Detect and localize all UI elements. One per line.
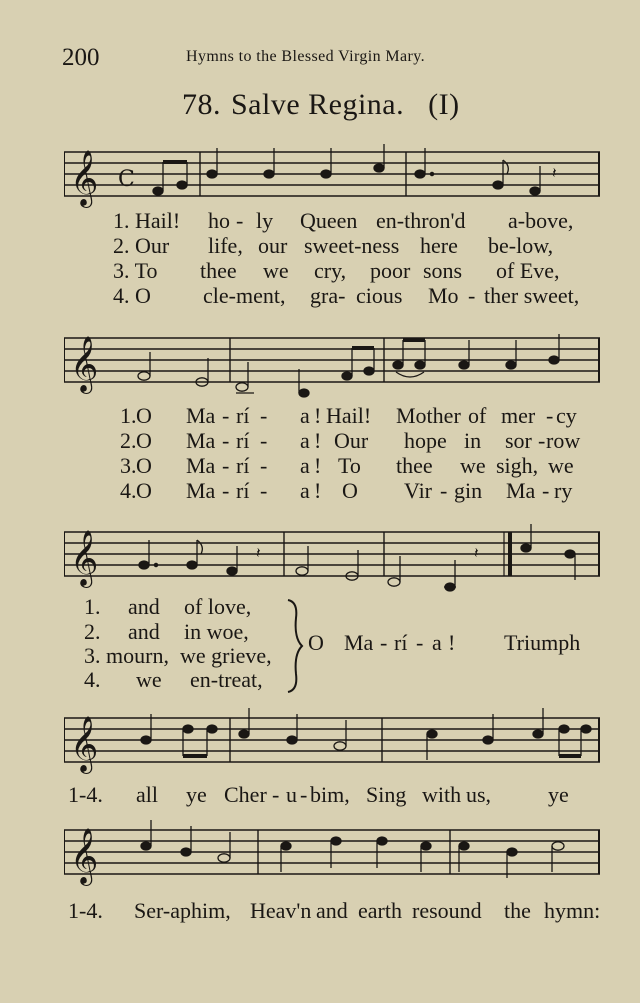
lyric-syllable: 4. <box>84 667 101 692</box>
lyric-syllable: in woe, <box>184 619 249 644</box>
lyric-syllable: resound <box>412 898 482 923</box>
lyric-syllable: sons <box>423 258 463 283</box>
verse-line <box>0 667 640 695</box>
lyric-syllable: Hail! <box>326 403 372 428</box>
lyric-syllable: of <box>468 403 487 428</box>
lyric-syllable: - <box>236 208 244 233</box>
lyric-syllable: we <box>548 453 574 478</box>
lyric-syllable: bim, <box>310 782 350 807</box>
lyric-syllable: a <box>300 478 310 503</box>
lyric-syllable: row <box>546 428 581 453</box>
verse-line <box>0 428 640 456</box>
staff-system-5 <box>64 818 600 892</box>
lyric-syllable: - <box>260 478 268 503</box>
lyric-syllable: in <box>464 428 482 453</box>
svg-text:𝄽: 𝄽 <box>552 166 557 182</box>
lyric-syllable: 1-4. <box>68 782 103 807</box>
staff-system-1 <box>64 140 600 210</box>
lyric-syllable: 3. <box>120 453 137 478</box>
hymn-title <box>182 88 470 122</box>
lyric-syllable: Ma <box>186 478 216 503</box>
lyric-syllable: en-treat, <box>190 667 263 692</box>
lyric-syllable: ye <box>186 782 207 807</box>
running-head: Hymns to the Blessed Virgin Mary. <box>186 48 426 65</box>
lyric-syllable: hope <box>404 428 447 453</box>
lyric-syllable: 1-4. <box>68 898 103 923</box>
lyric-syllable: - <box>468 283 476 308</box>
verse-line <box>0 258 640 286</box>
lyric-syllable: Queen <box>300 208 358 233</box>
lyric-syllable: - <box>542 478 550 503</box>
lyric-syllable: Vir <box>404 478 433 503</box>
verse-line <box>0 233 640 261</box>
lyric-syllable: a <box>300 403 310 428</box>
lyric-syllable: cious <box>356 283 403 308</box>
lyric-syllable: Our <box>334 428 369 453</box>
svg-text:𝄞: 𝄞 <box>70 828 99 884</box>
lyric-syllable: 1. Hail! <box>113 208 181 233</box>
lyric-syllable: O <box>136 428 152 453</box>
lyric-syllable: ! <box>314 453 322 478</box>
verse-line <box>0 208 640 236</box>
lyric-syllable: a <box>300 453 310 478</box>
staff-system-2 <box>64 322 600 402</box>
lyric-syllable: gra- <box>310 283 346 308</box>
lyric-syllable: earth <box>358 898 402 923</box>
lyric-syllable: O <box>308 630 324 655</box>
lyric-syllable: ! <box>314 478 322 503</box>
refrain-line <box>0 630 640 658</box>
lyric-syllable: en-thron'd <box>376 208 466 233</box>
lyric-syllable: ! <box>314 428 322 453</box>
lyric-syllable: ry <box>554 478 573 503</box>
lyric-syllable: 2. Our <box>113 233 170 258</box>
lyric-syllable: 4. <box>120 478 137 503</box>
lyric-syllable: To <box>338 453 361 478</box>
lyric-syllable: a <box>300 428 310 453</box>
lyric-syllable: 2. <box>84 619 101 644</box>
lyric-syllable: ho <box>208 208 230 233</box>
verse-line <box>0 478 640 506</box>
lyric-syllable: be-low, <box>488 233 554 258</box>
lyric-syllable: cy <box>556 403 577 428</box>
lyric-syllable: Ma <box>344 630 374 655</box>
verse-line <box>0 594 640 622</box>
lyric-syllable: 4. O <box>113 283 151 308</box>
lyric-syllable: thee <box>396 453 433 478</box>
lyric-syllable: - <box>260 403 268 428</box>
lyric-syllable: of Eve, <box>496 258 560 283</box>
lyric-syllable: poor <box>370 258 411 283</box>
lyric-syllable: - <box>416 630 424 655</box>
lyric-syllable: O <box>136 403 152 428</box>
lyric-syllable: 1. <box>84 594 101 619</box>
lyric-syllable: - <box>222 428 230 453</box>
lyric-syllable: Ma <box>186 428 216 453</box>
lyric-syllable: and <box>128 619 160 644</box>
lyric-syllable: cle-ment, <box>203 283 286 308</box>
lyric-syllable: Triumph <box>504 630 581 655</box>
svg-text:𝄞: 𝄞 <box>70 336 99 392</box>
lyric-syllable: gin <box>454 478 483 503</box>
lyric-syllable: we <box>136 667 162 692</box>
lyric-syllable: - <box>260 453 268 478</box>
lyric-syllable: - <box>300 782 308 807</box>
lyric-syllable: and <box>128 594 160 619</box>
lyric-syllable: a-bove, <box>508 208 574 233</box>
lyric-syllable: - <box>222 478 230 503</box>
lyric-syllable: Sing <box>366 782 407 807</box>
hymn-name: Salve Regina. <box>231 88 405 121</box>
lyric-syllable: here <box>420 233 458 258</box>
lyric-syllable: we <box>263 258 289 283</box>
lyric-syllable: rí <box>394 630 408 655</box>
lyric-syllable: a <box>432 630 442 655</box>
lyric-syllable: Cher <box>224 782 267 807</box>
lyric-syllable: rí <box>236 403 250 428</box>
lyric-syllable: our <box>258 233 288 258</box>
page-number: 200 <box>62 44 100 71</box>
lyric-syllable: and <box>316 898 348 923</box>
lyric-syllable: - <box>546 403 554 428</box>
lyric-syllable: rí <box>236 428 250 453</box>
lyric-syllable: - <box>440 478 448 503</box>
lyric-syllable: u <box>286 782 297 807</box>
lyric-syllable: all <box>136 782 158 807</box>
verse-line <box>0 453 640 481</box>
lyric-syllable: 3. To <box>113 258 158 283</box>
lyric-syllable: with <box>422 782 462 807</box>
lyric-syllable: cry, <box>314 258 347 283</box>
lyric-syllable: Heav'n <box>250 898 312 923</box>
lyric-syllable: sor <box>505 428 532 453</box>
svg-text:𝄞: 𝄞 <box>70 716 99 772</box>
lyric-syllable: thee <box>200 258 237 283</box>
lyric-syllable: ther sweet, <box>484 283 580 308</box>
lyric-syllable: 2. <box>120 428 137 453</box>
lyric-syllable: - <box>272 782 280 807</box>
lyric-syllable: Mo <box>428 283 459 308</box>
lyric-syllable: Ser-aphim, <box>134 898 231 923</box>
lyric-syllable: - <box>260 428 268 453</box>
lyric-syllable: - <box>380 630 388 655</box>
lyric-syllable: 3. mourn, <box>84 643 169 668</box>
staff-system-4 <box>64 706 600 776</box>
lyric-syllable: life, <box>208 233 243 258</box>
hymn-number: 78. <box>182 88 221 121</box>
lyric-syllable: Ma <box>506 478 536 503</box>
lyric-syllable: - <box>222 453 230 478</box>
lyric-syllable: Mother <box>396 403 461 428</box>
lyric-syllable: ! <box>448 630 456 655</box>
lyric-syllable: Ma <box>186 403 216 428</box>
staff-system-3 <box>64 520 600 600</box>
svg-text:𝄽: 𝄽 <box>256 546 261 562</box>
svg-text:𝄞: 𝄞 <box>70 150 99 206</box>
lyric-syllable: - <box>538 428 546 453</box>
svg-text:C: C <box>118 167 135 192</box>
lyric-syllable: O <box>136 478 152 503</box>
lyric-syllable: we <box>460 453 486 478</box>
lyric-syllable: ye <box>548 782 569 807</box>
lyric-syllable: 1. <box>120 403 137 428</box>
verse-line <box>0 898 640 926</box>
verse-line <box>0 782 640 810</box>
lyric-syllable: Ma <box>186 453 216 478</box>
lyric-syllable: - <box>222 403 230 428</box>
lyric-syllable: us, <box>466 782 492 807</box>
hymn-tune: (I) <box>428 88 460 121</box>
lyric-syllable: hymn: <box>544 898 601 923</box>
lyric-syllable: rí <box>236 453 250 478</box>
lyric-syllable: the <box>504 898 531 923</box>
verse-line <box>0 403 640 431</box>
lyric-syllable: mer <box>501 403 536 428</box>
lyric-syllable: O <box>342 478 358 503</box>
svg-text:𝄞: 𝄞 <box>70 530 99 586</box>
verse-line <box>0 283 640 311</box>
lyric-syllable: ly <box>256 208 274 233</box>
lyric-syllable: O <box>136 453 152 478</box>
lyric-syllable: ! <box>314 403 322 428</box>
lyric-syllable: sigh, <box>496 453 539 478</box>
lyric-syllable: we grieve, <box>180 643 272 668</box>
lyric-syllable: sweet-ness <box>304 233 400 258</box>
svg-text:𝄽: 𝄽 <box>474 546 479 562</box>
lyric-syllable: of love, <box>184 594 252 619</box>
lyric-syllable: rí <box>236 478 250 503</box>
